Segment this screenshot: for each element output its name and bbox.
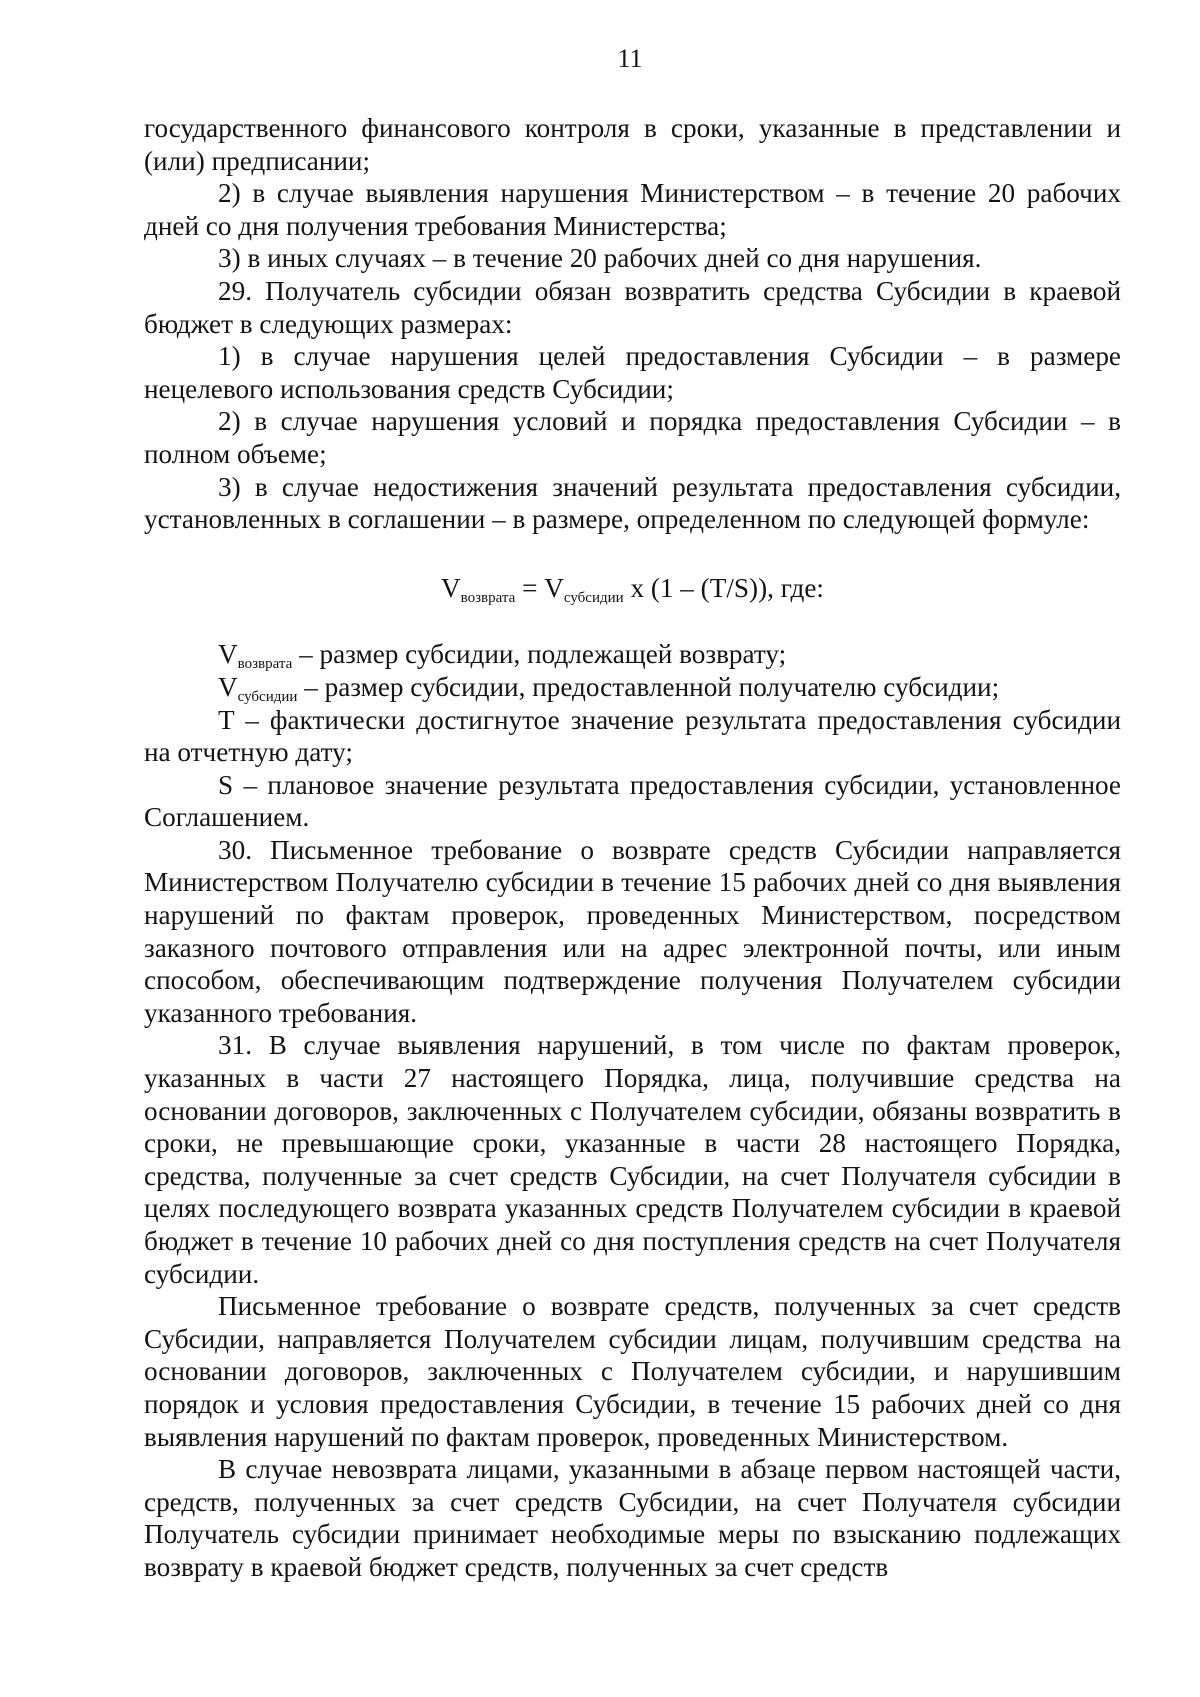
paragraph: 1) в случае нарушения целей предоставления Субсидии – в размере нецелевого использования средств Субсидии; <box>144 341 1121 404</box>
paragraph: Письменное требование о возврате средств, полученных за счет средств Субсидии, направляется Получателем субсидии лицам, получившим средства на основании договоров, заключенных с Получателем субсидии, и нарушившим порядок и условия предоставления Субсидии, в течение 15 рабочих дней со дня выявления нарушений по фактам проверок, проведенных Министерством. <box>144 1291 1121 1452</box>
formula-sub-refund: возврата <box>460 589 516 606</box>
paragraph: 31. В случае выявления нарушений, в том числе по фактам проверок, указанных в части 27 настоящего Порядка, лица, получившие средства на основании договоров, заключенных с Получателем субсидии, обязаны возвратить в сроки, не превышающие сроки, указанные в части 28 настоящего Порядка, средства, полученные за счет средств Субсидии, на счет Получателя субсидии в целях последующего возврата указанных средств Получателем субсидии в краевой бюджет в течение 10 рабочих дней со дня поступления средств на счет Получателя субсидии. <box>144 1030 1121 1289</box>
paragraph: государственного финансового контроля в сроки, указанные в представлении и (или) предписании; <box>144 113 1121 176</box>
paragraph: 2) в случае выявления нарушения Министерством – в течение 20 рабочих дней со дня получения требования Министерства; <box>144 178 1121 241</box>
paragraph: 3) в случае недостижения значений результата предоставления субсидии, установленных в соглашении – в размере, определенном по следующей формуле: <box>144 471 1121 535</box>
paragraph: 2) в случае нарушения условий и порядка предоставления Субсидии – в полном объеме; <box>144 406 1121 469</box>
formula-v-refund: V <box>441 572 461 603</box>
definition-text: – размер субсидии, предоставленной получателю субсидии; <box>297 671 1000 702</box>
page-number: 11 <box>617 44 643 73</box>
paragraph: 29. Получатель субсидии обязан возвратить средства Субсидии в краевой бюджет в следующих размерах: <box>144 275 1121 339</box>
paragraph: 3) в иных случаях – в течение 20 рабочих дней со дня нарушения. <box>218 243 982 274</box>
formula-expression: x (1 – (T/S)), где: <box>623 572 824 603</box>
definition-s: S – плановое значение результата предоставления субсидии, установленное Соглашением. <box>144 769 1121 833</box>
formula-equals: = <box>515 572 545 603</box>
definition-subscript: возврата <box>237 656 293 673</box>
definition-symbol: V <box>218 639 238 670</box>
definition-symbol: V <box>218 671 238 702</box>
definition-v-subsidy <box>144 671 1121 704</box>
definition-v-refund <box>144 638 1121 671</box>
document-body <box>144 112 1121 1584</box>
formula-v-subsidy: V <box>544 572 564 603</box>
refund-formula <box>144 572 1121 605</box>
definition-t: T – фактически достигнутое значение результата предоставления субсидии на отчетную дату; <box>144 704 1121 768</box>
formula-sub-subsidy: субсидии <box>563 589 624 606</box>
definition-text: – размер субсидии, подлежащей возврату; <box>292 639 787 670</box>
paragraph: 30. Письменное требование о возврате средств Субсидии направляется Министерством Получателю субсидии в течение 15 рабочих дней со дня выявления нарушений по фактам проверок, проведенных Министерством, посредством заказного почтового отправления или на адрес электронной почты, или иным способом, обеспечивающим подтверждение получения Получателем субсидии указанного требования. <box>144 834 1121 1028</box>
paragraph: В случае невозврата лицами, указанными в абзаце первом настоящей части, средств, полученных за счет средств Субсидии, на счет Получателя субсидии Получатель субсидии принимает необходимые меры по взысканию подлежащих возврату в краевой бюджет средств, полученных за счет средств <box>144 1454 1121 1582</box>
definition-subscript: субсидии <box>237 688 298 705</box>
